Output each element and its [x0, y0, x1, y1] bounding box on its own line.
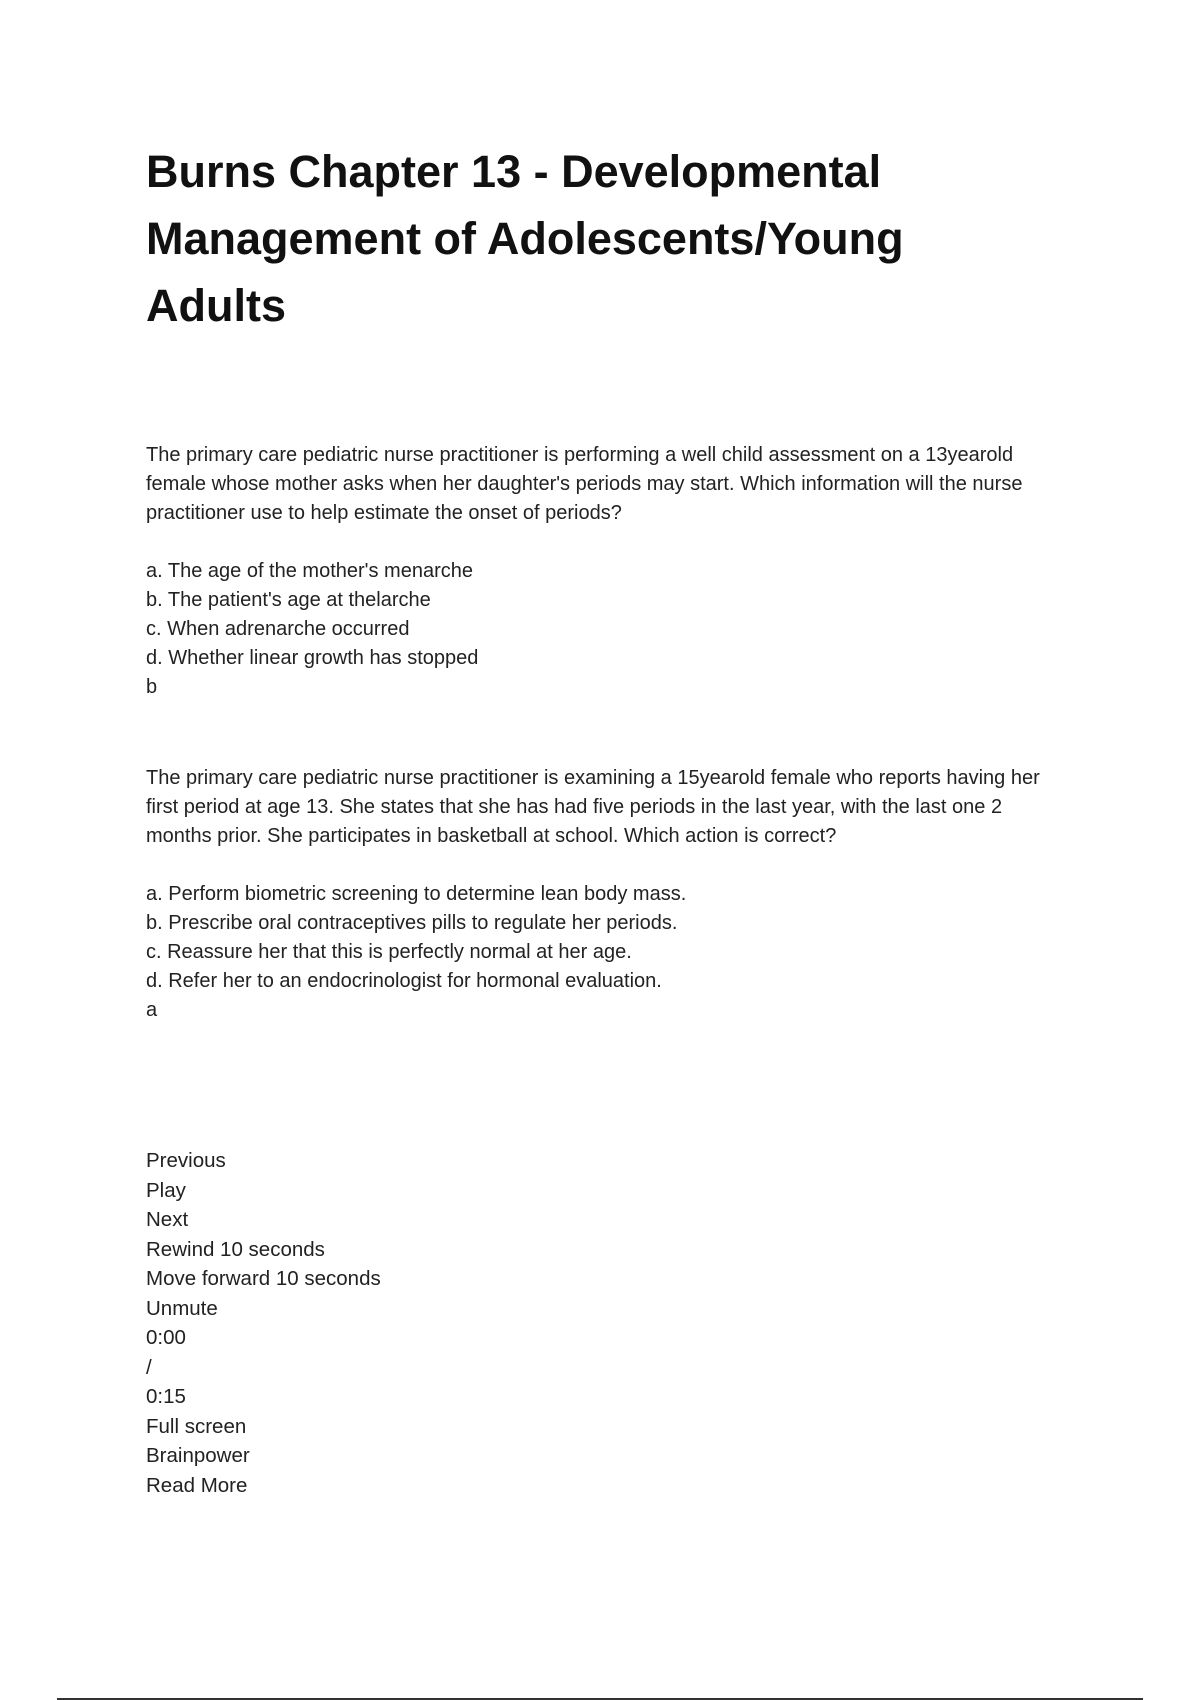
previous-button[interactable]: Previous: [146, 1149, 226, 1172]
fullscreen-button[interactable]: Full screen: [146, 1414, 247, 1438]
question-block: [146, 764, 1046, 1025]
time-separator: /: [146, 1355, 152, 1379]
answer-option: d. Refer her to an endocrinologist for hormonal evaluation.: [146, 970, 662, 992]
answer-option: a. The age of the mother's menarche: [146, 560, 473, 582]
current-time: 0:00: [146, 1326, 186, 1349]
question-stem: The primary care pediatric nurse practitioner is performing a well child assessment on a 13yearold female whose mother asks when her daughter's periods may start. Which information will the nurse practitioner use to help estimate the onset of periods?: [146, 444, 1023, 524]
answer-option: a. Perform biometric screening to determine lean body mass.: [146, 883, 687, 905]
forward-button[interactable]: Move forward 10 seconds: [146, 1267, 381, 1290]
read-more-link[interactable]: Read More: [146, 1473, 248, 1497]
answer-option: c. When adrenarche occurred: [146, 618, 410, 640]
page-title: Burns Chapter 13 - Developmental Management of Adolescents/Young Adults: [146, 146, 904, 331]
document-header: [146, 138, 1046, 339]
correct-answer: b: [146, 676, 158, 698]
answer-option: b. Prescribe oral contraceptives pills to regulate her periods.: [146, 912, 678, 934]
brainpower-link[interactable]: Brainpower: [146, 1444, 250, 1467]
next-button[interactable]: Next: [146, 1208, 189, 1231]
question-stem: The primary care pediatric nurse practitioner is examining a 15yearold female who reports having her first period at age 13. She states that she has had five periods in the last year, with the last one 2 months prior. She participates in basketball at school. Which action is correct?: [146, 767, 1040, 847]
media-player-controls: [146, 1146, 381, 1500]
rewind-button[interactable]: Rewind 10 seconds: [146, 1237, 325, 1261]
answer-option: c. Reassure her that this is perfectly normal at her age.: [146, 941, 632, 963]
duration: 0:15: [146, 1385, 186, 1408]
answer-option: b. The patient's age at thelarche: [146, 589, 431, 611]
question-block: [146, 441, 1046, 702]
correct-answer: a: [146, 999, 158, 1021]
play-button[interactable]: Play: [146, 1178, 186, 1202]
unmute-button[interactable]: Unmute: [146, 1296, 218, 1320]
answer-option: d. Whether linear growth has stopped: [146, 647, 479, 669]
